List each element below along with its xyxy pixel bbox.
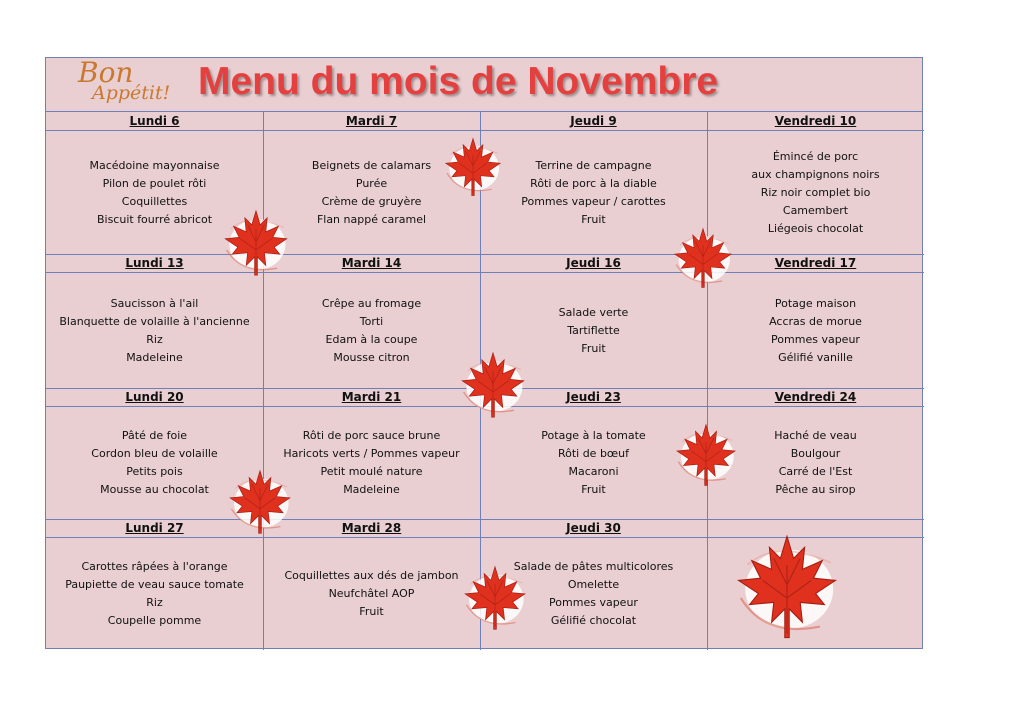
menu-item: Fruit bbox=[581, 341, 606, 355]
day-menu bbox=[707, 407, 924, 519]
menu-item: Fruit bbox=[581, 212, 606, 226]
menu-item: Carottes râpées à l'orange bbox=[81, 560, 228, 573]
day-menu bbox=[707, 131, 924, 254]
menu-item: Purée bbox=[355, 176, 388, 190]
menu-item: Gélifié chocolat bbox=[550, 614, 637, 627]
menu-item: Omelette bbox=[567, 578, 620, 591]
menu-item: Potage à la tomate bbox=[541, 429, 646, 442]
menu-item: Biscuit fourré abricot bbox=[96, 212, 213, 226]
menu-item: Haricots verts / Pommes vapeur bbox=[283, 447, 460, 460]
menu-item: Émincé de porc bbox=[772, 149, 859, 163]
menu-item: Gélifié vanille bbox=[778, 350, 853, 364]
menu-item: Carré de l'Est bbox=[778, 465, 853, 478]
logo-line-2: Appétit! bbox=[92, 82, 171, 104]
menu-item: Accras de morue bbox=[769, 314, 862, 328]
menu-item: Crème de gruyère bbox=[321, 194, 422, 208]
menu-item: Flan nappé caramel bbox=[316, 212, 427, 226]
menu-item: Potage maison bbox=[774, 296, 857, 310]
menu-item: Cordon bleu de volaille bbox=[91, 447, 218, 460]
menu-item: Terrine de campagne bbox=[535, 158, 652, 172]
menu-item: Pêche au sirop bbox=[775, 483, 856, 496]
day-label: Mardi 28 bbox=[341, 521, 402, 535]
menu-item: Neufchâtel AOP bbox=[328, 587, 415, 600]
day-menu bbox=[46, 273, 263, 388]
maple-leaf-icon bbox=[458, 350, 528, 420]
day-label: Jeudi 30 bbox=[566, 521, 621, 535]
menu-item: Liégeois chocolat bbox=[767, 221, 864, 235]
menu-item: Macédoine mayonnaise bbox=[89, 158, 220, 172]
menu-item: Pommes vapeur / carottes bbox=[521, 194, 666, 208]
menu-item: Rôti de bœuf bbox=[557, 447, 630, 460]
menu-item: Mousse au chocolat bbox=[100, 483, 209, 496]
day-label: Jeudi 23 bbox=[566, 390, 621, 404]
maple-leaf-icon bbox=[461, 564, 529, 632]
menu-item: Boulgour bbox=[790, 447, 841, 460]
menu-item: Madeleine bbox=[343, 483, 400, 496]
bon-appetit-logo bbox=[56, 56, 196, 112]
day-label: Jeudi 9 bbox=[570, 114, 617, 128]
menu-item: Crêpe au fromage bbox=[321, 296, 422, 310]
menu-item: Coquillettes aux dés de jambon bbox=[284, 569, 459, 582]
menu-item: Pâté de foie bbox=[121, 429, 188, 442]
day-menu bbox=[263, 273, 480, 388]
menu-item: Blanquette de volaille à l'ancienne bbox=[59, 314, 250, 328]
menu-item: Haché de veau bbox=[774, 429, 857, 442]
menu-item: aux champignons noirs bbox=[751, 167, 880, 181]
menu-item: Tartiflette bbox=[567, 323, 620, 337]
menu-item: Coupelle pomme bbox=[107, 614, 202, 627]
day-label: Mardi 14 bbox=[341, 256, 402, 270]
logo-line-1: Bon bbox=[78, 56, 134, 89]
menu-item: Edam à la coupe bbox=[325, 332, 418, 346]
maple-leaf-icon bbox=[673, 422, 739, 488]
day-label: Vendredi 24 bbox=[774, 390, 857, 404]
menu-header bbox=[46, 58, 922, 112]
day-label: Vendredi 10 bbox=[774, 114, 857, 128]
day-label: Lundi 20 bbox=[125, 390, 184, 404]
day-label: Vendredi 17 bbox=[774, 256, 857, 270]
menu-item: Torti bbox=[359, 314, 384, 328]
day-menu bbox=[46, 538, 263, 650]
maple-leaf-icon bbox=[732, 532, 842, 642]
day-label: Mardi 21 bbox=[341, 390, 402, 404]
menu-item: Riz bbox=[146, 332, 163, 346]
menu-item: Riz noir complet bio bbox=[760, 185, 871, 199]
menu-item: Beignets de calamars bbox=[311, 158, 432, 172]
maple-leaf-icon bbox=[221, 208, 291, 278]
day-label: Lundi 27 bbox=[125, 521, 184, 535]
menu-item: Madeleine bbox=[126, 350, 183, 364]
day-label: Lundi 6 bbox=[129, 114, 180, 128]
menu-item: Coquillettes bbox=[121, 194, 188, 208]
menu-item: Fruit bbox=[359, 605, 384, 618]
menu-item: Salade de pâtes multicolores bbox=[513, 560, 674, 573]
maple-leaf-icon bbox=[442, 136, 504, 198]
menu-item: Pommes vapeur bbox=[549, 596, 638, 609]
menu-item: Salade verte bbox=[558, 305, 629, 319]
menu-item: Rôti de porc sauce brune bbox=[302, 429, 441, 442]
maple-leaf-icon bbox=[226, 468, 294, 536]
menu-item: Fruit bbox=[581, 483, 606, 496]
menu-item: Saucisson à l'ail bbox=[110, 296, 199, 310]
menu-item: Rôti de porc à la diable bbox=[530, 176, 657, 190]
menu-item: Pilon de poulet rôti bbox=[102, 176, 207, 190]
day-label: Lundi 13 bbox=[125, 256, 184, 270]
menu-item: Petit moulé nature bbox=[320, 465, 423, 478]
menu-item: Macaroni bbox=[568, 465, 619, 478]
menu-item: Riz bbox=[146, 596, 163, 609]
menu-sheet bbox=[45, 57, 923, 649]
maple-leaf-icon bbox=[671, 226, 735, 290]
day-menu bbox=[263, 407, 480, 519]
menu-item: Mousse citron bbox=[333, 350, 410, 364]
day-menu bbox=[263, 538, 480, 650]
day-label: Mardi 7 bbox=[345, 114, 398, 128]
menu-item: Camembert bbox=[782, 203, 849, 217]
menu-item: Paupiette de veau sauce tomate bbox=[65, 578, 244, 591]
day-label: Jeudi 16 bbox=[566, 256, 621, 270]
page-title: Menu du mois de Novembre bbox=[198, 60, 719, 103]
day-menu bbox=[707, 273, 924, 388]
menu-item: Petits pois bbox=[126, 465, 183, 478]
menu-item: Pommes vapeur bbox=[771, 332, 860, 346]
